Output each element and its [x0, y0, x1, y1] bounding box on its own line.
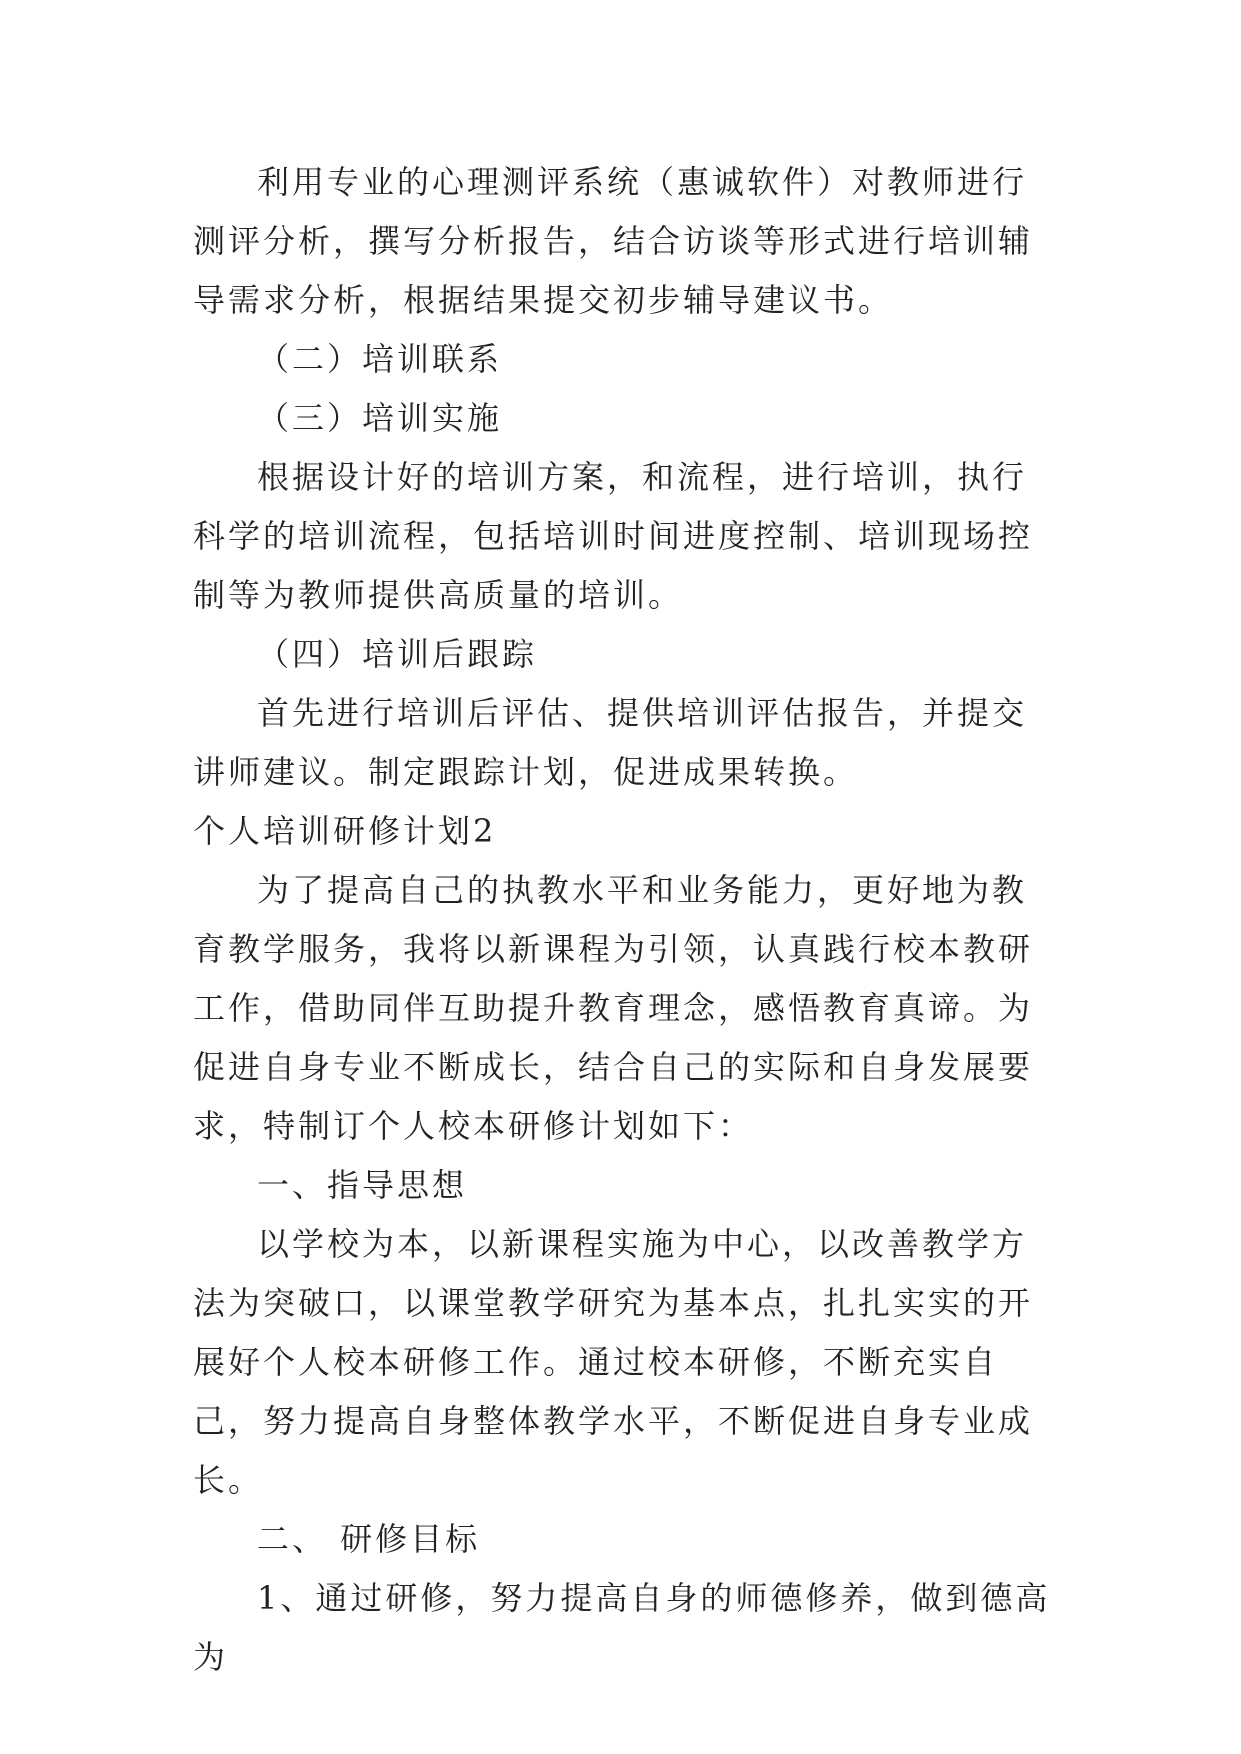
heading-training-contact: （二）培训联系 — [257, 340, 503, 378]
paragraph-assessment: 利用专业的心理测评系统（惠诚软件）对教师进行测评分析，撰写分析报告，结合访谈等形式进行培训辅导需求分析，根据结果提交初步辅导建议书。 — [193, 163, 1034, 319]
heading-study-goals: 二、 研修目标 — [257, 1520, 481, 1558]
paragraph-follow-up: 首先进行培训后评估、提供培训评估报告，并提交讲师建议。制定跟踪计划，促进成果转换。 — [193, 694, 1028, 791]
paragraph-guiding-ideology: 以学校为本，以新课程实施为中心，以改善教学方法为突破口，以课堂教学研究为基本点，扎扎实实的开展好个人校本研修工作。通过校本研修，不断充实自己，努力提高自身整体教学水平，不断促进自身专业成长。 — [193, 1225, 1034, 1499]
heading-guiding-ideology: 一、指导思想 — [257, 1166, 468, 1204]
document-body — [193, 153, 1055, 1687]
heading-follow-up: （四）培训后跟踪 — [257, 635, 538, 673]
heading-training-implementation: （三）培训实施 — [257, 399, 503, 437]
paragraph-goal-1: 1、通过研修，努力提高自身的师德修养，做到德高为 — [193, 1579, 1051, 1676]
section-title-plan-2: 个人培训研修计划2 — [193, 812, 497, 850]
paragraph-implementation: 根据设计好的培训方案，和流程，进行培训，执行科学的培训流程，包括培训时间进度控制、培训现场控制等为教师提供高质量的培训。 — [193, 458, 1034, 614]
paragraph-introduction: 为了提高自己的执教水平和业务能力，更好地为教育教学服务，我将以新课程为引领，认真践行校本教研工作，借助同伴互助提升教育理念，感悟教育真谛。为促进自身专业不断成长，结合自己的实际和自身发展要求，特制订个人校本研修计划如下： — [193, 871, 1034, 1145]
